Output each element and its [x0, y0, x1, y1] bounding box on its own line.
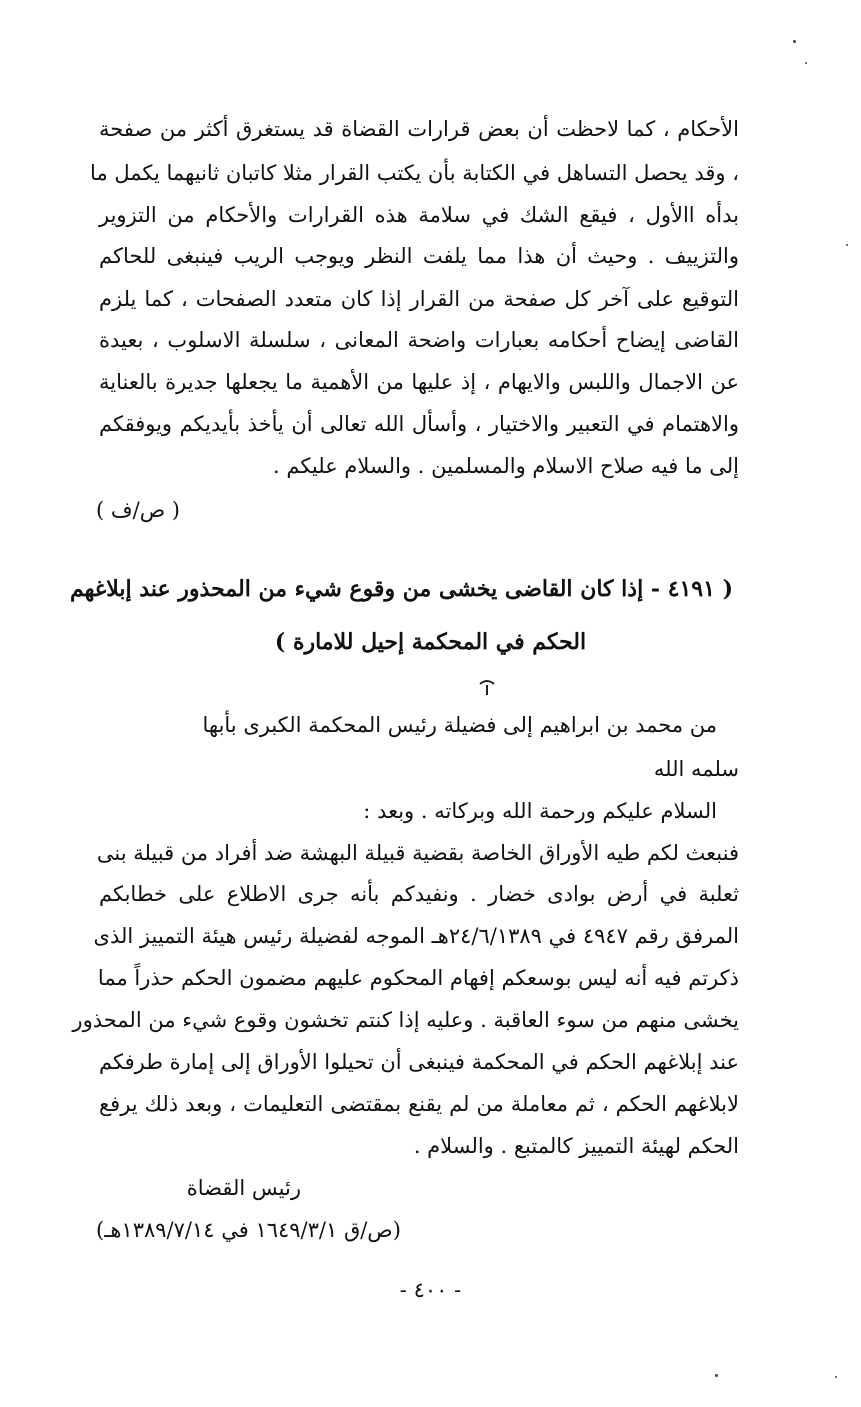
body-line-2: ثعلبة في أرض بوادى خضار . ونفيدكم بأنه جرى الاطلاع على خطابكم [99, 882, 739, 906]
signature: رئيس القضاة [186, 1176, 301, 1200]
body-line-3: المرفق رقم ٤٩٤٧ في ٢٤/٦/١٣٨٩هـ الموجه لفضيلة رئيس هيئة التمييز الذى [93, 924, 739, 948]
prev-reference: ( ص/ف ) [96, 498, 180, 522]
section-heading-line-2: الحكم في المحكمة إحيل للامارة ) [274, 629, 587, 655]
body-line-8: الحكم لهيئة التمييز كالمتبع . والسلام . [413, 1134, 739, 1158]
prev-line-4: والتزييف . وحيث أن هذا مما يلفت النظر ويوجب الريب فينبغى للحاكم [99, 244, 739, 268]
section-heading-line-1: ( ٤١٩١ - إذا كان القاضى يخشى من وقوع شيء من المحذور عند إبلاغهم [70, 576, 733, 602]
scan-speck [835, 1376, 837, 1378]
letter-salutation: السلام عليكم ورحمة الله وبركاته . وبعد : [363, 799, 717, 823]
scan-speck [805, 62, 807, 64]
prev-line-5: التوقيع على آخر كل صفحة من القرار إذا كان متعدد الصفحات ، كما يلزم [99, 287, 739, 311]
prev-line-3: بدأه االأول ، فيقع الشك في سلامة هذه القرارات والأحكام من التزوير [99, 203, 739, 227]
page-number: - ٤٠٠ - [399, 1278, 462, 1302]
letter-from-line: من محمد بن ابراهيم إلى فضيلة رئيس المحكمة الكبرى بأبها [202, 713, 717, 737]
scan-speck [715, 1374, 718, 1377]
body-line-5: يخشى منهم من سوء العاقبة . وعليه إذا كنتم تخشون وقوع شيء من المحذور [72, 1008, 739, 1032]
prev-line-2: ، وقد يحصل التساهل في الكتابة بأن يكتب القرار مثلا كاتبان ثانيهما يكمل ما [90, 161, 739, 185]
scan-speck [793, 40, 796, 43]
prev-line-8: والاهتمام في التعبير والاختيار ، وأسأل الله تعالى أن يأخذ بأيديكم ويوفقكم [99, 412, 739, 436]
prev-line-7: عن الاجمال واللبس والايهام ، إذ عليها من الأهمية ما يجعلها جديرة بالعناية [99, 370, 739, 394]
section-reference: (ص/ق ١٦٤٩/٣/١ في ١٣٨٩/٧/١٤هـ) [96, 1218, 401, 1242]
letter-blessing: سلمه الله [653, 757, 739, 781]
body-line-1: فنبعث لكم طيه الأوراق الخاصة بقضية قبيلة البهشة ضد أفراد من قبيلة بنى [96, 841, 739, 865]
prev-line-9: إلى ما فيه صلاح الاسلام والمسلمين . والسلام عليكم . [273, 454, 739, 478]
body-line-7: لابلاغهم الحكم ، ثم معاملة من لم يقنع بمقتضى التعليمات ، وبعد ذلك يرفع [99, 1092, 739, 1116]
prev-line-1: الأحكام ، كما لاحظت أن بعض قرارات القضاة قد يستغرق أكثر من صفحة [99, 117, 739, 141]
prev-line-6: القاضى إيضاح أحكامه بعبارات واضحة المعانى ، سلسلة الاسلوب ، بعيدة [99, 328, 739, 352]
ornament-mark [476, 676, 498, 698]
body-line-6: عند إبلاغهم الحكم في المحكمة فينبغى أن تحيلوا الأوراق إلى إمارة طرفكم [99, 1050, 739, 1074]
body-line-4: ذكرتم فيه أنه ليس بوسعكم إفهام المحكوم عليهم مضمون الحكم حذراً مما [97, 966, 739, 990]
scan-speck [846, 244, 848, 246]
